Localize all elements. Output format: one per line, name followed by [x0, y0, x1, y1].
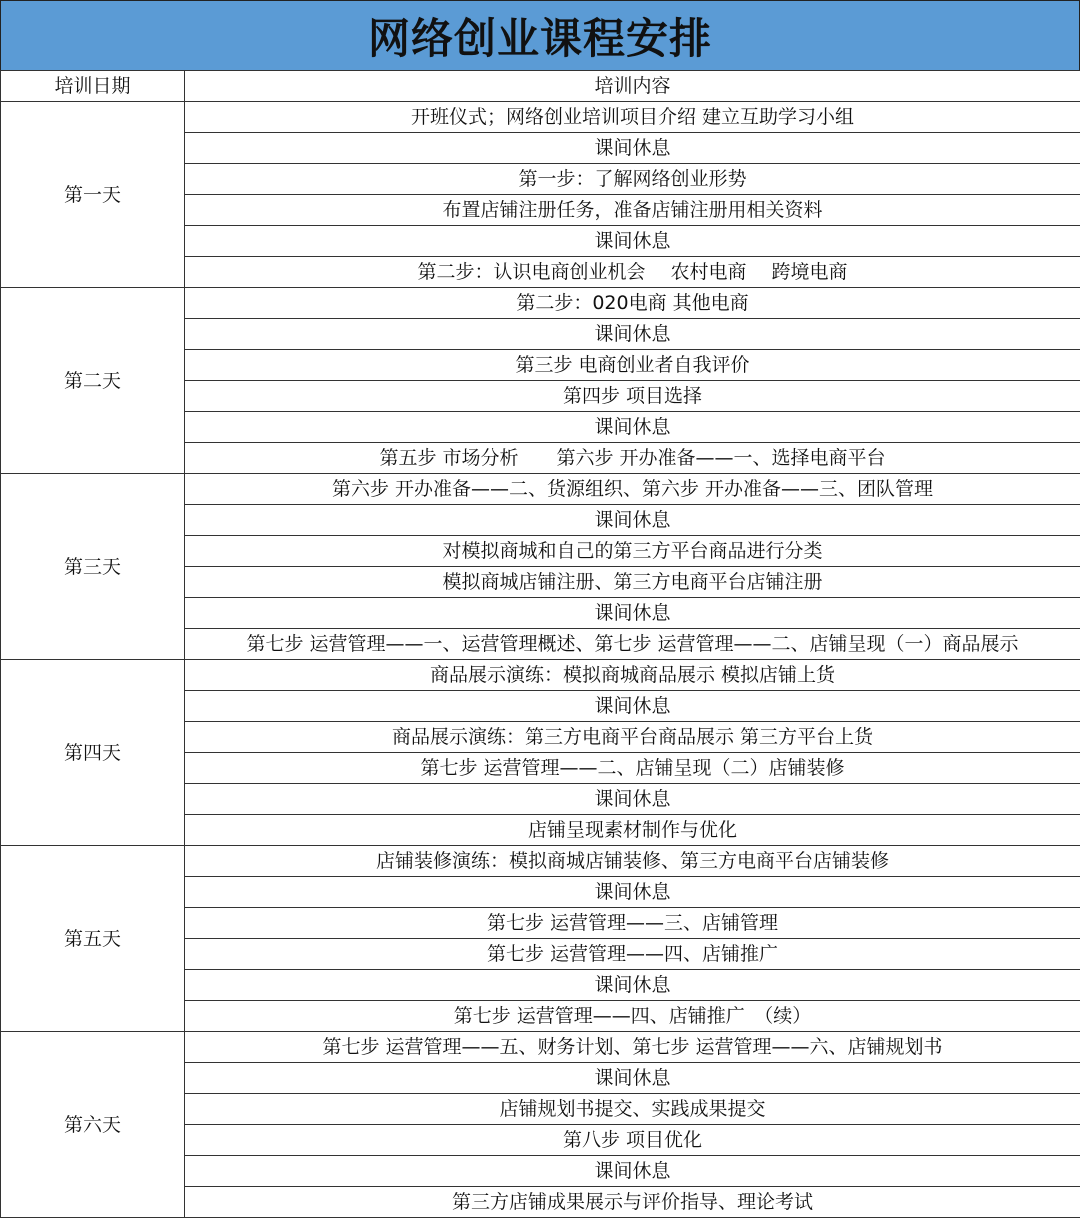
day-label: 第二天 [1, 288, 185, 474]
session-item: 布置店铺注册任务，准备店铺注册用相关资料 [185, 195, 1080, 226]
session-item: 课间休息 [185, 1063, 1080, 1094]
session-item: 课间休息 [185, 598, 1080, 629]
session-item: 第一步：了解网络创业形势 [185, 164, 1080, 195]
session-item: 课间休息 [185, 877, 1080, 908]
table-row [1, 846, 1080, 877]
table-row [1, 102, 1080, 133]
session-item: 第七步 运营管理——三、店铺管理 [185, 908, 1080, 939]
session-item: 第二步：认识电商创业机会 农村电商 跨境电商 [185, 257, 1080, 288]
session-item: 对模拟商城和自己的第三方平台商品进行分类 [185, 536, 1080, 567]
session-item: 课间休息 [185, 970, 1080, 1001]
schedule-table [0, 70, 1080, 1218]
session-item: 第七步 运营管理——四、店铺推广 （续） [185, 1001, 1080, 1032]
session-item: 第六步 开办准备——二、货源组织、第六步 开办准备——三、团队管理 [185, 474, 1080, 505]
session-item: 第三方店铺成果展示与评价指导、理论考试 [185, 1187, 1080, 1218]
session-item: 课间休息 [185, 691, 1080, 722]
header-row [1, 71, 1080, 102]
page-title: 网络创业课程安排 [0, 0, 1080, 71]
session-item: 开班仪式；网络创业培训项目介绍 建立互助学习小组 [185, 102, 1080, 133]
table-row [1, 660, 1080, 691]
table-row [1, 1032, 1080, 1063]
session-item: 课间休息 [185, 1156, 1080, 1187]
day-label: 第一天 [1, 102, 185, 288]
session-item: 店铺规划书提交、实践成果提交 [185, 1094, 1080, 1125]
session-item: 第二步：020电商 其他电商 [185, 288, 1080, 319]
session-item: 课间休息 [185, 133, 1080, 164]
session-item: 第七步 运营管理——二、店铺呈现（二）店铺装修 [185, 753, 1080, 784]
session-item: 课间休息 [185, 226, 1080, 257]
header-content: 培训内容 [185, 71, 1080, 102]
session-item: 第七步 运营管理——五、财务计划、第七步 运营管理——六、店铺规划书 [185, 1032, 1080, 1063]
session-item: 课间休息 [185, 319, 1080, 350]
table-row [1, 474, 1080, 505]
session-item: 第三步 电商创业者自我评价 [185, 350, 1080, 381]
session-item: 店铺呈现素材制作与优化 [185, 815, 1080, 846]
session-item: 第八步 项目优化 [185, 1125, 1080, 1156]
session-item: 商品展示演练：模拟商城商品展示 模拟店铺上货 [185, 660, 1080, 691]
session-item: 课间休息 [185, 412, 1080, 443]
session-item: 第七步 运营管理——四、店铺推广 [185, 939, 1080, 970]
day-label: 第五天 [1, 846, 185, 1032]
day-label: 第四天 [1, 660, 185, 846]
session-item: 课间休息 [185, 784, 1080, 815]
session-item: 模拟商城店铺注册、第三方电商平台店铺注册 [185, 567, 1080, 598]
session-item: 第五步 市场分析 第六步 开办准备——一、选择电商平台 [185, 443, 1080, 474]
session-item: 第七步 运营管理——一、运营管理概述、第七步 运营管理——二、店铺呈现（一）商品展示 [185, 629, 1080, 660]
session-item: 课间休息 [185, 505, 1080, 536]
session-item: 商品展示演练：第三方电商平台商品展示 第三方平台上货 [185, 722, 1080, 753]
day-label: 第六天 [1, 1032, 185, 1218]
session-item: 店铺装修演练：模拟商城店铺装修、第三方电商平台店铺装修 [185, 846, 1080, 877]
day-label: 第三天 [1, 474, 185, 660]
header-date: 培训日期 [1, 71, 185, 102]
table-row [1, 288, 1080, 319]
session-item: 第四步 项目选择 [185, 381, 1080, 412]
